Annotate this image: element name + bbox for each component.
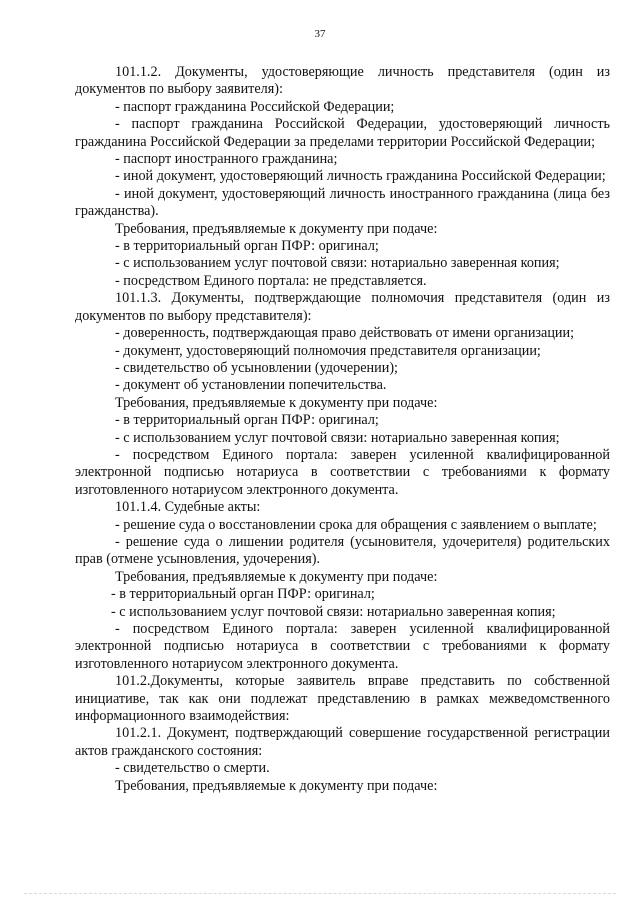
- paragraph: Требования, предъявляемые к документу при подаче:: [115, 220, 438, 237]
- list-item: - посредством Единого портала: не представляется.: [115, 272, 427, 289]
- paragraph: Требования, предъявляемые к документу при подаче:: [115, 777, 438, 794]
- list-item: - доверенность, подтверждающая право действовать от имени организации;: [115, 325, 575, 342]
- list-item: - решение суда о лишении родителя (усыновителя, удочерителя) родительских прав (отмене усыновления, удочерения).: [75, 533, 610, 568]
- document-body: [75, 64, 610, 795]
- paragraph: 101.1.3. Документы, подтверждающие полномочия представителя (один из документов по выбору представителя):: [75, 290, 610, 324]
- list-item: - в территориальный орган ПФР: оригинал;: [115, 412, 379, 429]
- list-item: - документ об установлении попечительства.: [115, 377, 387, 394]
- list-item: - паспорт гражданина Российской Федерации, удостоверяющий личность гражданина Российской Федерации за пределами территории Российской Федерации;: [75, 116, 610, 150]
- paragraph: 101.2.Документы, которые заявитель вправе представить по собственной инициативе, так как они подлежат представлению в рамках межведомственного информационного взаимодействия:: [75, 673, 610, 725]
- list-item: - свидетельство о смерти.: [115, 760, 270, 777]
- list-item: - посредством Единого портала: заверен усиленной квалифицированной электронной подписью нотариуса в соответствии с требованиями к формату изготовленного нотариусом электронного документа.: [75, 446, 610, 498]
- paragraph: 101.1.2. Документы, удостоверяющие личность представителя (один из документов по выбору заявителя):: [75, 64, 610, 98]
- page-bottom-edge: [24, 893, 616, 895]
- list-item: - документ, удостоверяющий полномочия представителя организации;: [115, 342, 541, 359]
- list-item: - с использованием услуг почтовой связи: нотариально заверенная копия;: [115, 429, 560, 446]
- list-item: - паспорт гражданина Российской Федерации;: [115, 98, 395, 115]
- paragraph: 101.2.1. Документ, подтверждающий совершение государственной регистрации актов гражданского состояния:: [75, 725, 610, 759]
- list-item: - паспорт иностранного гражданина;: [115, 151, 338, 168]
- list-item: - в территориальный орган ПФР: оригинал;: [111, 586, 375, 603]
- list-item: - решение суда о восстановлении срока для обращения с заявлением о выплате;: [115, 516, 597, 533]
- list-item: - посредством Единого портала: заверен усиленной квалифицированной электронной подписью нотариуса в соответствии с требованиями к формату изготовленного нотариусом электронного документа.: [75, 621, 610, 672]
- paragraph: 101.1.4. Судебные акты:: [115, 499, 261, 516]
- page-number: 37: [314, 28, 326, 40]
- list-item: - с использованием услуг почтовой связи: нотариально заверенная копия;: [111, 603, 556, 620]
- list-item: - с использованием услуг почтовой связи: нотариально заверенная копия;: [115, 255, 560, 272]
- list-item: - свидетельство об усыновлении (удочерении);: [115, 359, 398, 376]
- paragraph: Требования, предъявляемые к документу при подаче:: [115, 394, 438, 411]
- list-item: - иной документ, удостоверяющий личность иностранного гражданина (лица без гражданства).: [75, 185, 610, 220]
- paragraph: Требования, предъявляемые к документу при подаче:: [115, 568, 438, 585]
- list-item: - в территориальный орган ПФР: оригинал;: [115, 238, 379, 255]
- list-item: - иной документ, удостоверяющий личность гражданина Российской Федерации;: [115, 168, 606, 185]
